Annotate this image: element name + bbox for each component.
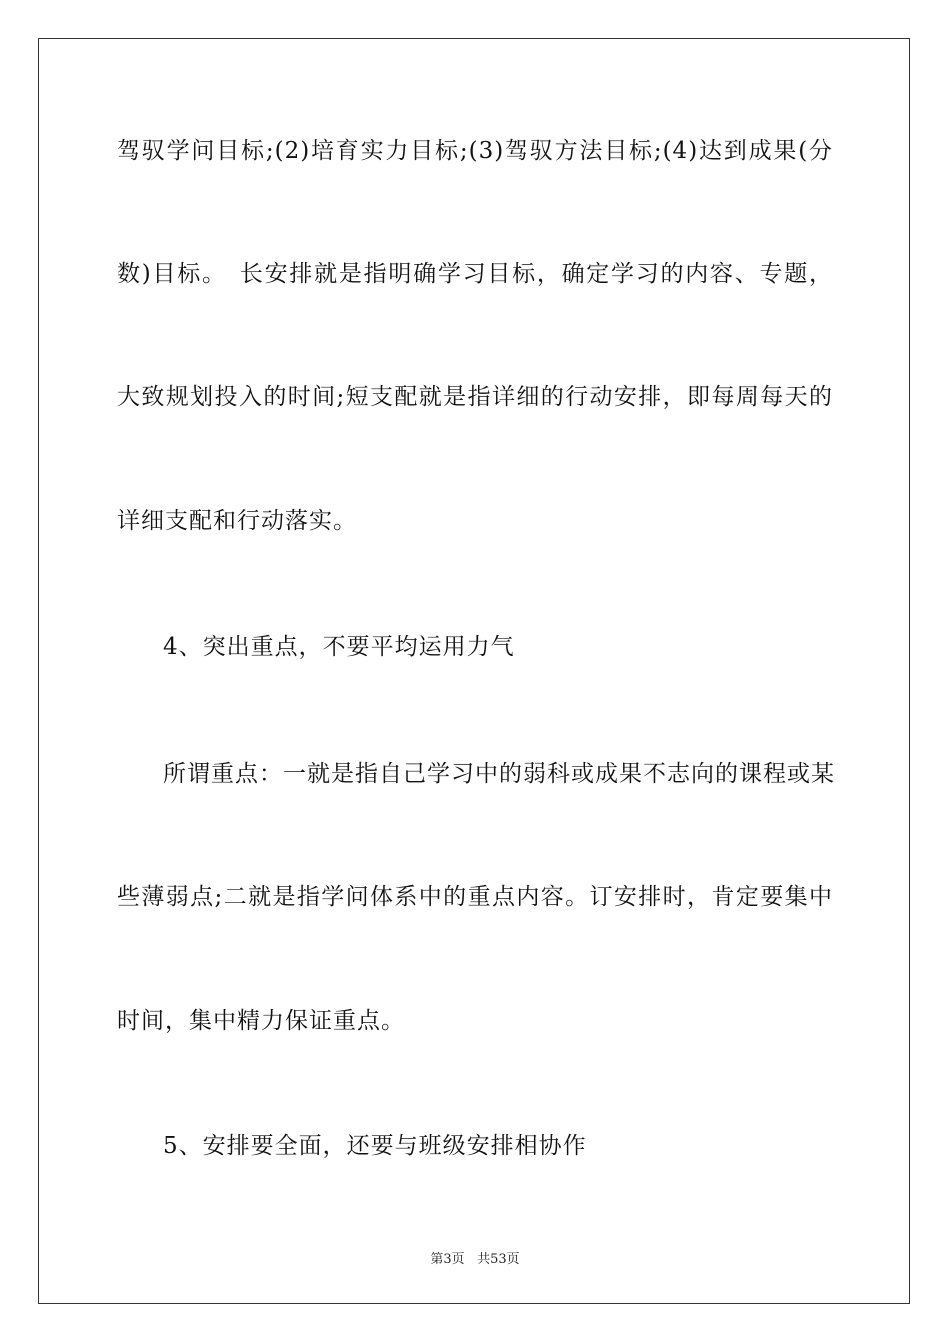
section-heading-4: 4、突出重点，不要平均运用力气 xyxy=(163,634,515,660)
page-footer xyxy=(0,1248,950,1267)
page-number: 第3页 xyxy=(430,1252,465,1267)
page-border xyxy=(38,38,910,1304)
body-line-2: 数)目标。 长安排就是指明确学习目标，确定学习的内容、专题， xyxy=(117,261,833,287)
page-total: 共53页 xyxy=(477,1252,520,1267)
body-line-7: 时间，集中精力保证重点。 xyxy=(117,1008,405,1034)
body-line-4: 详细支配和行动落实。 xyxy=(117,508,357,534)
body-line-1: 驾驭学问目标;(2)培育实力目标;(3)驾驭方法目标;(4)达到成果(分 xyxy=(117,138,833,164)
body-line-6: 些薄弱点;二就是指学问体系中的重点内容。订安排时，肯定要集中 xyxy=(117,884,833,910)
section-heading-5: 5、安排要全面，还要与班级安排相协作 xyxy=(163,1133,587,1159)
body-line-3: 大致规划投入的时间;短支配就是指详细的行动安排，即每周每天的 xyxy=(117,384,833,410)
body-line-5: 所谓重点：一就是指自己学习中的弱科或成果不志向的课程或某 xyxy=(163,761,835,787)
